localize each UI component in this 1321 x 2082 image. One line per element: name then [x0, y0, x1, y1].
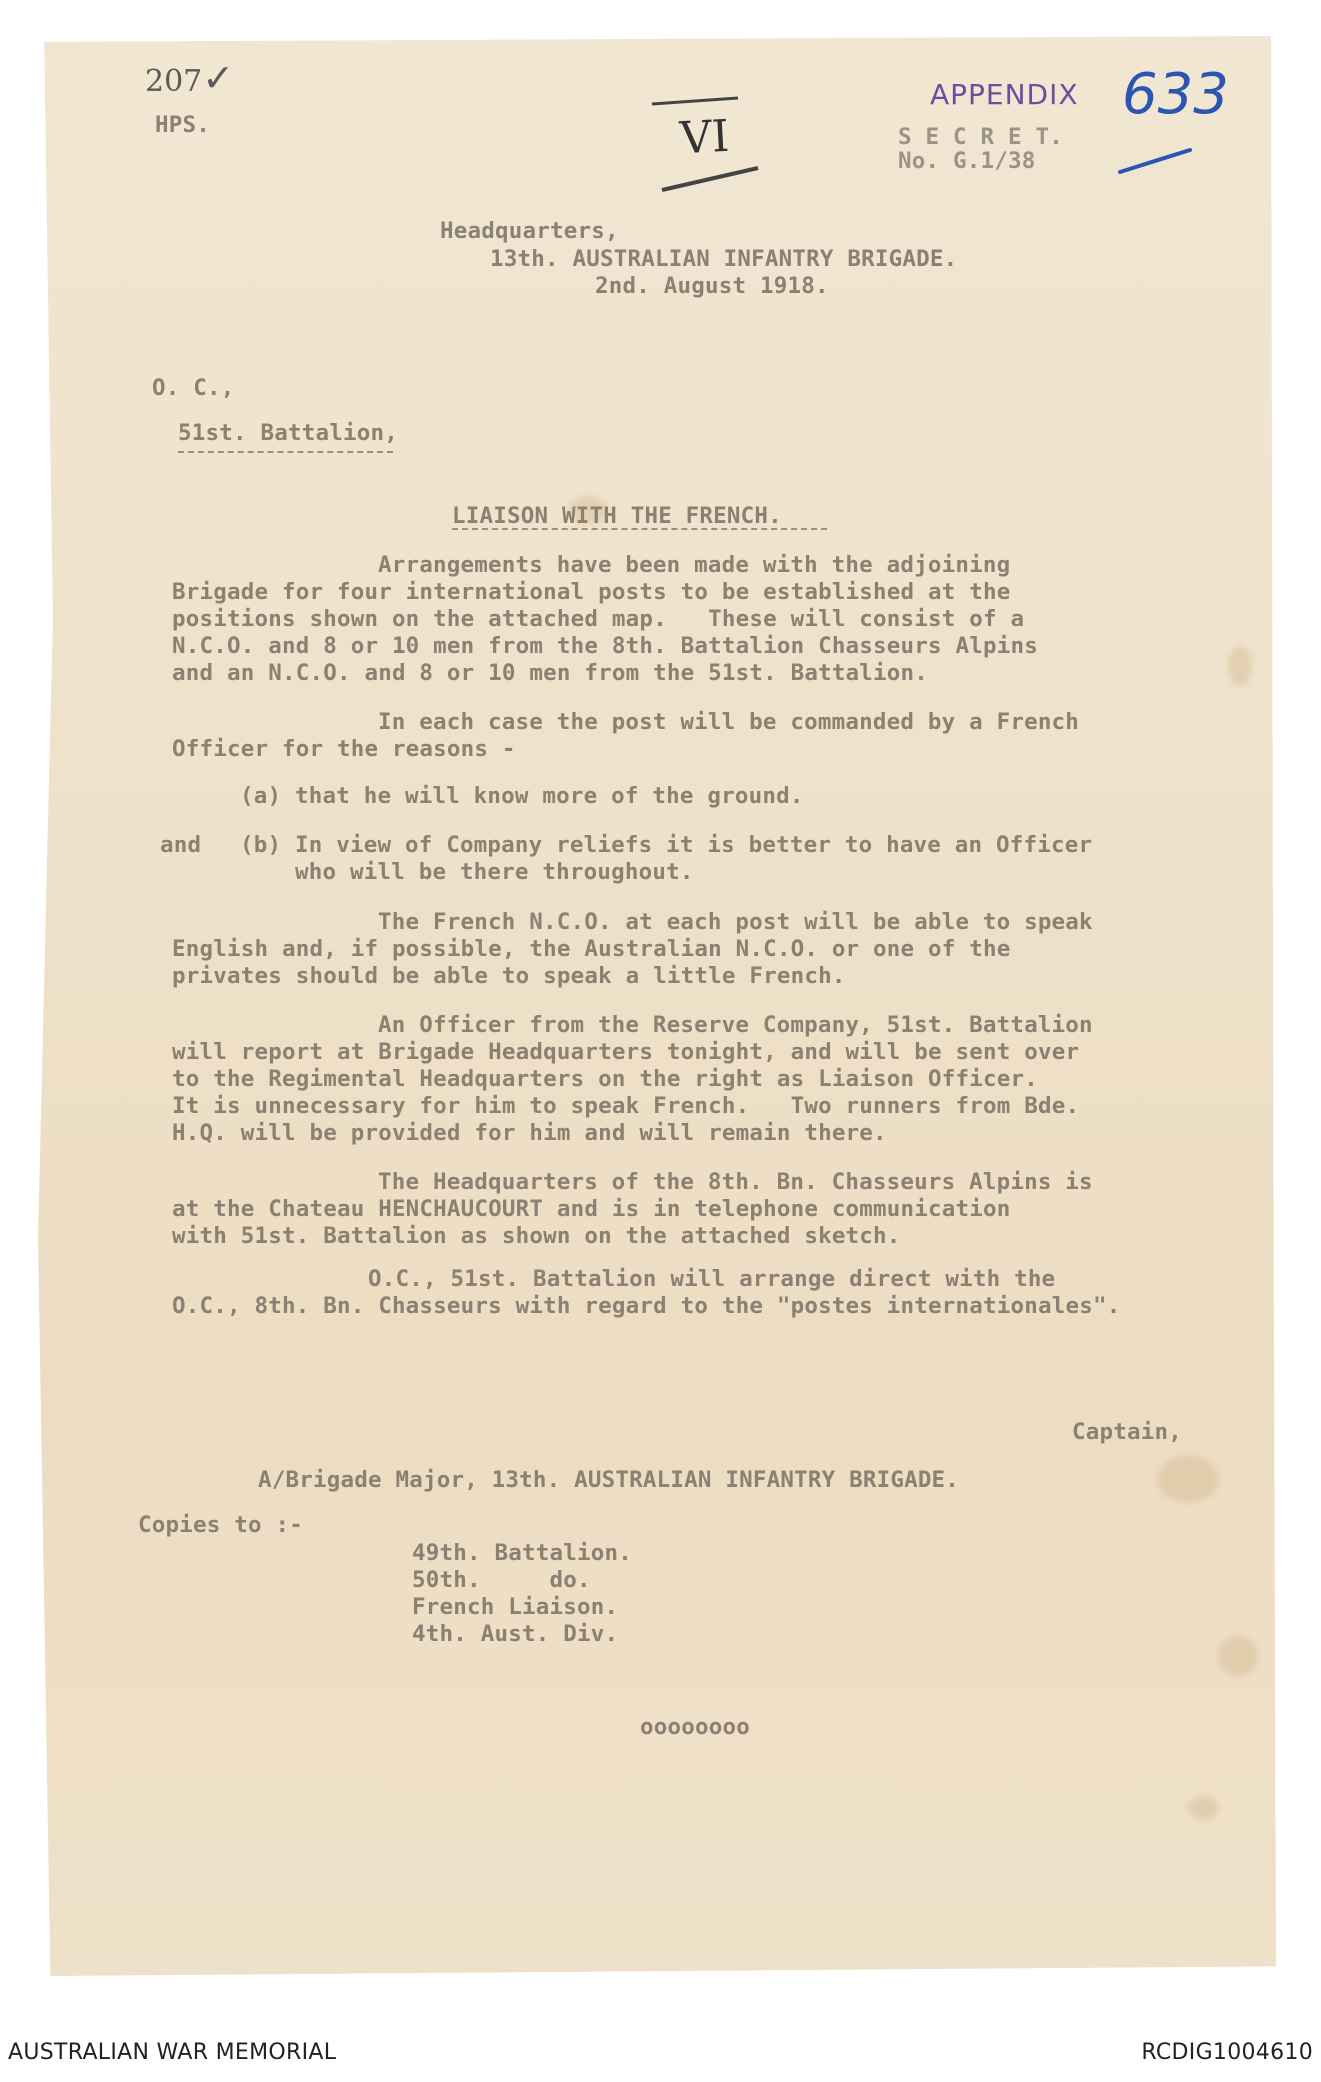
p1-line: N.C.O. and 8 or 10 men from the 8th. Battalion Chasseurs Alpins	[172, 633, 1039, 659]
end-mark: oooooooo	[640, 1714, 750, 1740]
p5-line: The Headquarters of the 8th. Bn. Chasseurs Alpins is	[378, 1169, 1093, 1195]
p2-line: In each case the post will be commanded by a French	[378, 709, 1080, 735]
copies-item: French Liaison.	[412, 1594, 619, 1620]
signature-rank: Captain,	[1072, 1419, 1182, 1445]
p5-line: with 51st. Battalion as shown on the attached sketch.	[172, 1223, 901, 1249]
p1-line: Brigade for four international posts to be established at the	[172, 579, 1011, 605]
p6-line: O.C., 51st. Battalion will arrange direct with the	[368, 1266, 1056, 1292]
p4-line: H.Q. will be provided for him and will remain there.	[172, 1120, 887, 1146]
stain	[1228, 646, 1252, 686]
letterhead-line1: Headquarters,	[440, 218, 619, 244]
p4-line: to the Regimental Headquarters on the right as Liaison Officer.	[172, 1066, 1039, 1092]
folio-number: 207✓	[145, 56, 235, 100]
copies-item: 49th. Battalion.	[412, 1540, 632, 1566]
p2-line: Officer for the reasons -	[172, 736, 516, 762]
p4-line: will report at Brigade Headquarters tonight, and will be sent over	[172, 1039, 1080, 1065]
appendix-stamp: APPENDIX	[930, 78, 1079, 111]
subject-heading: LIAISON WITH THE FRENCH.	[452, 503, 782, 529]
p1-line: positions shown on the attached map. These will consist of a	[172, 606, 1025, 632]
p3-line: privates should be able to speak a little French.	[172, 963, 846, 989]
stain	[1218, 1636, 1258, 1676]
reason-b-prefix: and	[160, 832, 202, 858]
p1-line: and an N.C.O. and 8 or 10 men from the 51st. Battalion.	[172, 660, 929, 686]
footer-catalogue-id: RCDIG1004610	[1141, 2040, 1313, 2065]
copies-item: 50th. do.	[412, 1567, 591, 1593]
stain	[1188, 1796, 1218, 1820]
pen-stroke	[1110, 140, 1200, 180]
p3-line: English and, if possible, the Australian N.C.O. or one of the	[172, 936, 1011, 962]
p4-line: It is unnecessary for him to speak French. Two runners from Bde.	[172, 1093, 1080, 1119]
addressee-line1: O. C.,	[152, 375, 235, 401]
p6-line: O.C., 8th. Bn. Chasseurs with regard to the "postes internationales".	[172, 1293, 1121, 1319]
document-page	[38, 36, 1276, 1976]
reason-b-line: who will be there throughout.	[240, 859, 694, 885]
subject-underline	[452, 528, 827, 530]
addressee-underline	[178, 451, 393, 453]
secret-marking: S E C R E T.	[898, 124, 1063, 150]
file-reference: HPS.	[155, 112, 210, 138]
appendix-number: 633	[1122, 62, 1229, 127]
p1-line: Arrangements have been made with the adjoining	[378, 552, 1011, 578]
copies-label: Copies to :-	[138, 1512, 303, 1538]
letterhead-line2: 13th. AUSTRALIAN INFANTRY BRIGADE.	[490, 246, 958, 272]
folio-text: 207	[145, 64, 203, 99]
signature-appointment: A/Brigade Major, 13th. AUSTRALIAN INFANTRY BRIGADE.	[258, 1467, 960, 1493]
reason-b-line: (b) In view of Company reliefs it is better to have an Officer	[240, 832, 1093, 858]
addressee-line2: 51st. Battalion,	[178, 420, 398, 446]
stain	[1158, 1456, 1218, 1502]
p4-line: An Officer from the Reserve Company, 51st. Battalion	[378, 1012, 1093, 1038]
section-numeral: VI	[678, 110, 731, 165]
pencil-strokes	[640, 90, 770, 200]
copies-item: 4th. Aust. Div.	[412, 1621, 619, 1647]
reason-a: (a) that he will know more of the ground.	[240, 783, 804, 809]
letterhead-date: 2nd. August 1918.	[595, 273, 829, 299]
footer-institution: AUSTRALIAN WAR MEMORIAL	[8, 2040, 337, 2065]
p3-line: The French N.C.O. at each post will be able to speak	[378, 909, 1093, 935]
reference-number: No. G.1/38	[898, 148, 1036, 174]
p5-line: at the Chateau HENCHAUCOURT and is in telephone communication	[172, 1196, 1011, 1222]
